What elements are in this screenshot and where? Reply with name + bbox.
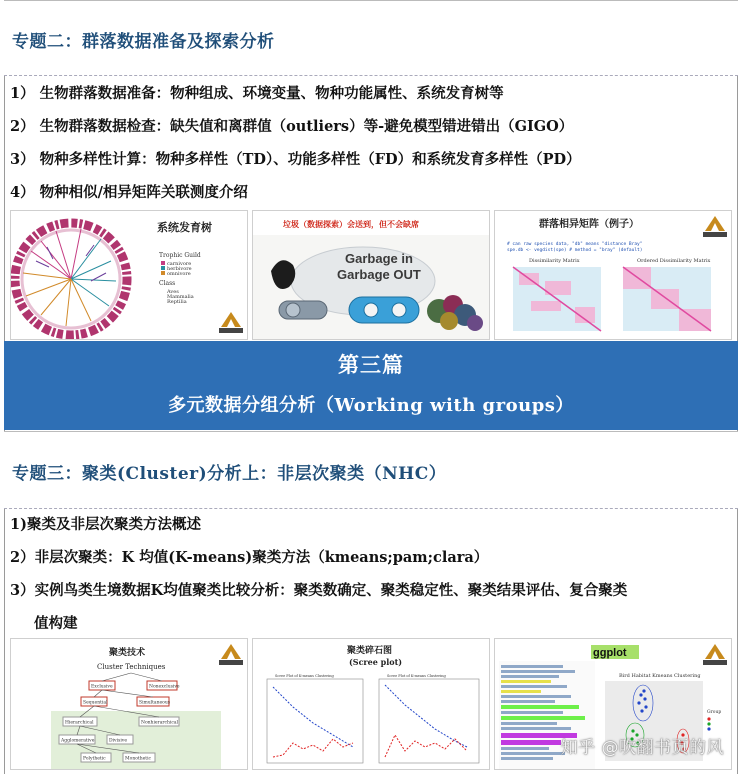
box-label: Simultaneous xyxy=(139,700,171,706)
scree-title: 聚类碎石图 xyxy=(347,646,393,656)
topic2-thumbnails xyxy=(10,210,732,340)
garbage-line1: Garbage in xyxy=(345,251,413,266)
legend-swatch xyxy=(161,261,165,265)
garbage-thumbnail xyxy=(252,210,490,340)
topic3-list xyxy=(10,508,730,640)
legend-swatch xyxy=(161,271,165,275)
garbage-caption: 垃圾（数据探索）会送到，但不会缺席 xyxy=(283,219,419,229)
legend-swatch xyxy=(707,717,710,720)
topic2-title: 专题二：群落数据准备及探索分析 xyxy=(12,32,275,52)
topic3-header xyxy=(4,431,738,509)
logo-icon xyxy=(219,311,243,335)
box-label: Nonexclusive xyxy=(149,684,180,690)
list-item: 3）实例鸟类生境数据K均值聚类比较分析：聚类数确定、聚类稳定性、聚类结果评估、复合聚类 xyxy=(10,582,628,599)
legend-label: herbivore xyxy=(167,266,192,272)
logo-icon xyxy=(703,643,727,667)
matrix-left-title: Dissimilarity Matrix xyxy=(529,258,580,264)
phylogeny-figure xyxy=(11,211,248,339)
topic2-list xyxy=(10,77,730,209)
class-label: Reptilia xyxy=(167,299,187,305)
section-subtitle: 多元数据分组分析（Working with groups） xyxy=(168,395,574,416)
box-label: Polythetic xyxy=(83,756,106,762)
class-label: Mammalia xyxy=(167,294,194,300)
scree-plot-right xyxy=(379,674,479,763)
cluster-tech-figure xyxy=(11,639,248,770)
matrix-figure xyxy=(495,211,732,339)
box-label: Monothetic xyxy=(125,756,152,762)
list-item: 2）非层次聚类：K 均值(K-means)聚类方法（kmeans;pam;clara） xyxy=(10,549,489,566)
dissimilarity-matrix-right xyxy=(623,267,711,331)
class-label: Aves xyxy=(167,289,179,295)
phylogeny-title: 系统发育树 xyxy=(157,221,212,234)
code-line: spe.db <- vegdist(spe) # method = "bray" (default) xyxy=(507,248,643,253)
box-label: Sequential xyxy=(83,700,108,706)
legend-swatch xyxy=(707,727,710,730)
matrix-right-title: Ordered Dissimilarity Matrix xyxy=(637,258,711,264)
logo-icon xyxy=(219,643,243,667)
list-item: 3） 物种多样性计算：物种多样性（TD）、功能多样性（FD）和系统发育多样性（PD） xyxy=(10,151,581,168)
list-item: 2） 生物群落数据检查：缺失值和离群值（outliers）等-避免模型错进错出（GIGO） xyxy=(10,118,574,135)
box-label: Nonhierarchical xyxy=(141,720,179,726)
box-label: Exclusive xyxy=(91,684,113,690)
plot-title: Scree Plot of K-means Clustering xyxy=(275,674,334,678)
garbage-line2: Garbage OUT xyxy=(337,267,421,282)
dissimilarity-matrix-left xyxy=(513,267,601,331)
class-title: Class xyxy=(159,280,176,287)
box-label: Divisive xyxy=(109,738,127,744)
topic3-title: 专题三：聚类(Cluster)分析上：非层次聚类（NHC） xyxy=(12,464,447,484)
legend-label: carnivore xyxy=(167,261,192,267)
garbage-figure xyxy=(253,211,490,339)
matrix-title: 群落相异矩阵（例子） xyxy=(539,219,639,230)
scree-figure xyxy=(253,639,490,770)
code-line: # can raw species data, "db" means "distance Bray" xyxy=(507,242,643,247)
legend-label: omnivore xyxy=(167,271,191,277)
cluster-tech-thumbnail xyxy=(10,638,248,770)
legend-swatch xyxy=(707,722,710,725)
topic2-header xyxy=(4,0,738,76)
matrix-thumbnail xyxy=(494,210,732,340)
phylogeny-thumbnail xyxy=(10,210,248,340)
section-title: 第三篇 xyxy=(338,352,404,377)
scree-subtitle: (Scree plot) xyxy=(349,657,403,667)
legend-swatch xyxy=(161,266,165,270)
list-item: 值构建 xyxy=(34,615,78,632)
tech-title: 聚类技术 xyxy=(109,648,146,658)
plot-title: Scree Plot of K-means Clustering xyxy=(387,674,446,678)
watermark: 知乎 @吹翻书页的风 xyxy=(560,738,724,758)
diagram-title: Cluster Techniques xyxy=(97,663,166,671)
box-label: Hierarchical xyxy=(65,720,94,726)
legend-title: Group xyxy=(707,710,722,715)
ggplot-badge: ggplot xyxy=(593,647,627,659)
list-item: 4） 物种相似/相异矩阵关联测度介绍 xyxy=(10,184,248,201)
plot-title: Bird Habitat Kmeans Clustering xyxy=(619,673,701,679)
list-item: 1)聚类及非层次聚类方法概述 xyxy=(10,516,201,533)
box-label: Agglomerative xyxy=(61,738,95,744)
scree-thumbnail xyxy=(252,638,490,770)
logo-icon xyxy=(703,215,727,239)
section-banner xyxy=(4,341,738,430)
list-item: 1） 生物群落数据准备：物种组成、环境变量、物种功能属性、系统发育树等 xyxy=(10,85,504,102)
scree-plot-left xyxy=(267,674,363,763)
legend-title: Trophic Guild xyxy=(159,252,201,259)
